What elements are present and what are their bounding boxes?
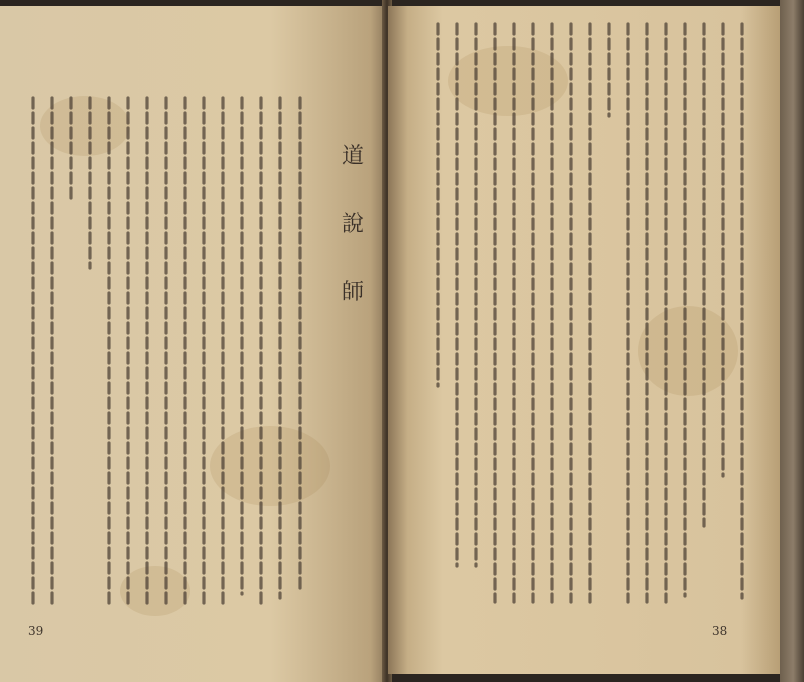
page-stack-edge [780, 0, 804, 682]
right-page-number: 38 [712, 624, 728, 638]
left-page-text-columns [0, 6, 386, 682]
right-page-text-columns [388, 6, 780, 674]
left-page-number: 39 [28, 624, 44, 638]
heading-char-1: 道 [341, 144, 364, 169]
right-page [388, 6, 780, 674]
heading-char-3: 師 [341, 280, 364, 305]
left-page [0, 6, 386, 682]
chapter-heading [338, 146, 368, 304]
heading-char-2: 說 [341, 212, 364, 237]
